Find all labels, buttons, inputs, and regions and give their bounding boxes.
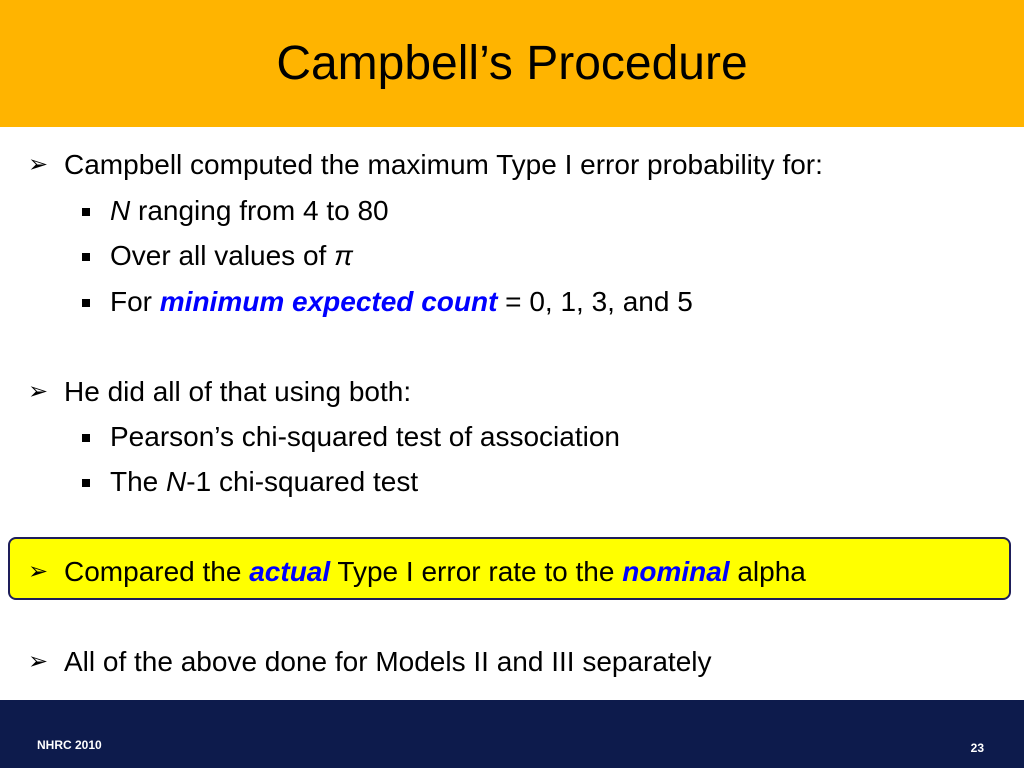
n-symbol: N <box>110 195 131 226</box>
arrow-bullet-icon: ➢ <box>28 378 49 405</box>
arrow-bullet-icon: ➢ <box>28 151 49 178</box>
bullet-2-text: He did all of that using both: <box>64 376 412 407</box>
bullet-1 <box>28 148 823 182</box>
square-bullet-icon <box>82 208 90 216</box>
sub-bullet-1-1 <box>82 194 389 228</box>
sub-bullet-1-1-text: ranging from 4 to 80 <box>130 195 389 226</box>
sub-bullet-2-2-pre: The <box>110 466 167 497</box>
bullet-4-text: All of the above done for Models II and III separately <box>64 646 712 677</box>
sub-bullet-2-2-post: -1 chi-squared test <box>186 466 419 497</box>
bullet-2 <box>28 375 411 409</box>
sub-bullet-1-3-post: = 0, 1, 3, and 5 <box>497 286 693 317</box>
square-bullet-icon <box>82 253 90 261</box>
sub-bullet-2-2 <box>82 465 418 499</box>
sub-bullet-1-3-pre: For <box>110 286 160 317</box>
bullet-1-text: Campbell computed the maximum Type I error probability for: <box>64 149 823 180</box>
n-symbol: N <box>166 466 187 497</box>
highlight-post: alpha <box>729 556 806 587</box>
arrow-bullet-icon: ➢ <box>28 558 49 585</box>
sub-bullet-1-2-text: Over all values of <box>110 240 335 271</box>
sub-bullet-2-1-text: Pearson’s chi-squared test of association <box>110 421 620 452</box>
sub-bullet-1-2 <box>82 239 353 273</box>
arrow-bullet-icon: ➢ <box>28 648 49 675</box>
slide-title: Campbell’s Procedure <box>276 37 748 90</box>
page-number: 23 <box>970 741 984 755</box>
actual-emphasis: actual <box>249 556 331 587</box>
bullet-4 <box>28 645 712 679</box>
minimum-expected-count-emphasis: minimum expected count <box>159 286 498 317</box>
square-bullet-icon <box>82 479 90 487</box>
pi-symbol: π <box>334 240 353 271</box>
sub-bullet-1-3 <box>82 285 693 319</box>
sub-bullet-2-1 <box>82 420 620 454</box>
highlight-pre: Compared the <box>64 556 250 587</box>
square-bullet-icon <box>82 299 90 307</box>
footer-label: NHRC 2010 <box>37 738 102 752</box>
nominal-emphasis: nominal <box>622 556 730 587</box>
square-bullet-icon <box>82 434 90 442</box>
highlight-mid: Type I error rate to the <box>330 556 623 587</box>
footer-bar <box>0 700 1024 768</box>
bullet-3-highlighted <box>28 555 806 589</box>
